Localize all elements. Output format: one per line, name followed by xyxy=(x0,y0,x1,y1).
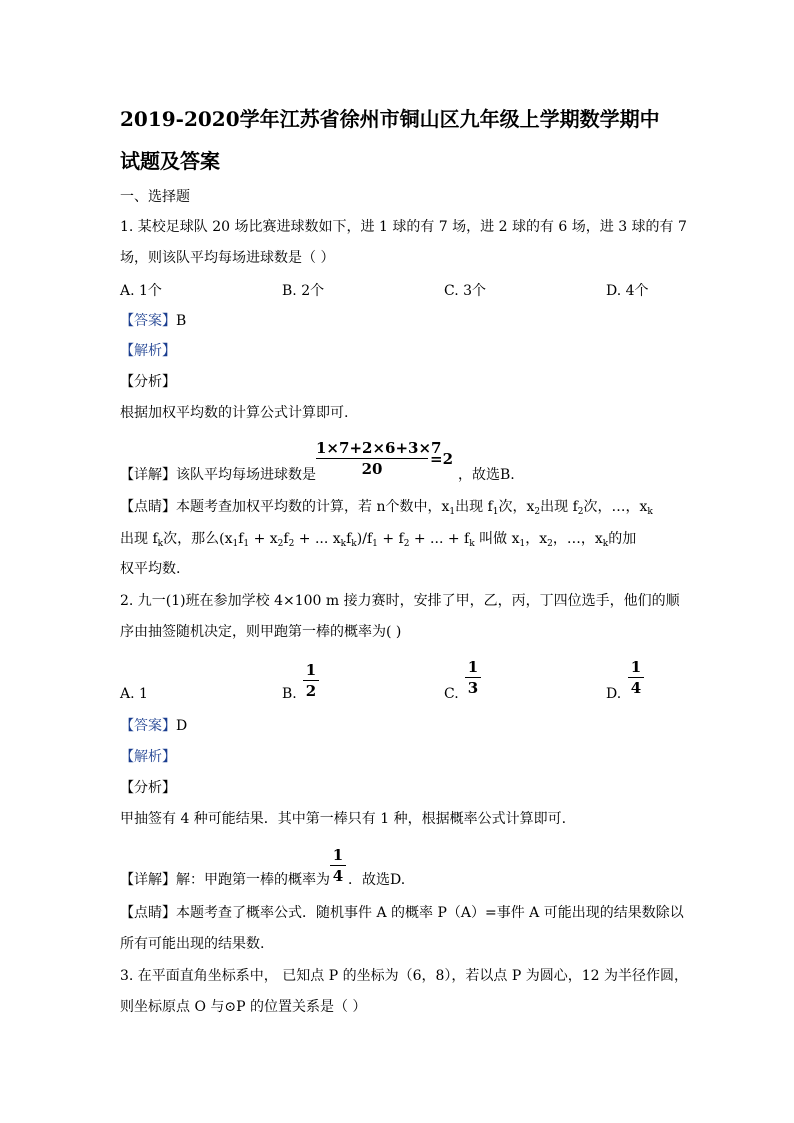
q2-fenxi-label: 【分析】 xyxy=(120,780,176,796)
q2-fenxi-text: 甲抽签有 4 种可能结果．其中第一棒只有 1 种，根据概率公式计算即可. xyxy=(120,811,567,827)
comment-text: 出现 f xyxy=(455,499,493,515)
fraction-numerator: 1×7+2×6+3×7 xyxy=(316,439,442,457)
q3-line1: 3. 在平面直角坐标系中， 已知点 P 的坐标为（6，8），若以点 P 为圆心，12 为半径作圆， xyxy=(120,968,688,984)
fraction-denominator: 2 xyxy=(305,682,317,700)
fraction-numerator: 1 xyxy=(332,846,344,864)
detail-text: 该队平均每场进球数是 xyxy=(176,467,316,483)
sub: 1 xyxy=(519,539,526,549)
sub: 2 xyxy=(288,539,295,549)
sub: k xyxy=(340,539,347,549)
sub: 1 xyxy=(243,539,250,549)
sub: 2 xyxy=(534,507,541,517)
q2-option-c-fraction xyxy=(465,658,481,697)
q2-option-b-fraction xyxy=(303,661,319,700)
fraction-denominator: 20 xyxy=(361,460,383,478)
sub: k xyxy=(647,507,653,517)
comment-text: 次，那么(x xyxy=(163,531,233,547)
q2-comment-line2: 所有可能出现的结果数. xyxy=(120,936,265,952)
sub: 2 xyxy=(547,539,553,549)
answer-value: D xyxy=(176,718,188,734)
q1-option-c: C. 3个 xyxy=(444,283,487,299)
comment-text: + x xyxy=(249,531,278,547)
sub: 2 xyxy=(277,539,284,549)
q2-line1: 2. 九一(1)班在参加学校 4×100 m 接力赛时，安排了甲，乙，丙，丁四位选手，他们的顺 xyxy=(120,593,680,609)
fraction-bar xyxy=(330,865,346,866)
comment-text: + ... x xyxy=(294,531,341,547)
comment-label: 【点睛】 xyxy=(120,499,176,515)
q1-fenxi-text: 根据加权平均数的计算公式计算即可. xyxy=(120,405,349,421)
q2-analysis-label: 【解析】 xyxy=(120,749,176,765)
q1-option-d: D. 4个 xyxy=(606,283,649,299)
comment-text: 本题考查了概率公式．随机事件 A 的概率 P（A）=事件 A 可能出现的结果数除以 xyxy=(176,905,684,921)
sub: k xyxy=(351,539,357,549)
q2-detail-fraction xyxy=(330,846,346,885)
comment-text: 的加 xyxy=(608,531,637,547)
q3-line2: 则坐标原点 O 与⊙P 的位置关系是（ ） xyxy=(120,999,367,1015)
sub: 2 xyxy=(577,507,584,517)
q1-detail-equals: =2 xyxy=(430,450,454,468)
comment-text: 本题考查加权平均数的计算，若 n个数中，x xyxy=(176,499,450,515)
sub: 1 xyxy=(372,539,378,549)
comment-text: 叫做 x xyxy=(474,531,520,547)
comment-text: ，…，x xyxy=(552,531,603,547)
q1-option-a: A. 1个 xyxy=(120,283,162,299)
q2-detail-post: ．故选D. xyxy=(348,872,406,888)
comment-text: + ... + f xyxy=(409,531,470,547)
fraction-bar xyxy=(316,458,428,459)
q2-option-a: A. 1 xyxy=(120,686,148,702)
q1-comment-line1 xyxy=(120,497,653,517)
answer-label: 【答案】 xyxy=(120,718,176,734)
q2-comment-line1 xyxy=(120,903,684,923)
doc-title-line2: 试题及答案 xyxy=(120,149,220,173)
q2-option-d-fraction xyxy=(628,658,644,697)
q1-comment-line2 xyxy=(120,529,636,549)
q2-option-b: B. xyxy=(282,686,297,702)
answer-label: 【答案】 xyxy=(120,313,176,329)
comment-text: f xyxy=(346,531,352,547)
comment-text: 出现 f xyxy=(540,499,578,515)
comment-text: )/f xyxy=(356,531,373,547)
detail-label: 【详解】 xyxy=(120,467,176,483)
comment-text: 出现 f xyxy=(120,531,158,547)
sub: k xyxy=(157,539,164,549)
sub: k xyxy=(469,539,475,549)
q2-detail xyxy=(120,870,330,890)
detail-text: 解：甲跑第一棒的概率为 xyxy=(176,872,330,888)
comment-label: 【点睛】 xyxy=(120,905,176,921)
q1-detail-fraction xyxy=(316,439,442,478)
q1-comment-line3: 权平均数. xyxy=(120,561,181,577)
q1-option-b: B. 2个 xyxy=(282,283,325,299)
q2-option-c: C. xyxy=(444,686,459,702)
fraction-denominator: 4 xyxy=(332,867,344,885)
q1-detail xyxy=(120,465,316,485)
doc-title-line1: 2019-2020学年江苏省徐州市铜山区九年级上学期数学期中 xyxy=(120,107,660,131)
sub: 1 xyxy=(492,507,499,517)
fraction-numerator: 1 xyxy=(630,658,642,676)
sub: 2 xyxy=(403,539,410,549)
detail-label: 【详解】 xyxy=(120,872,176,888)
q1-analysis-label: 【解析】 xyxy=(120,343,176,359)
comment-text: f xyxy=(283,531,289,547)
sub: 1 xyxy=(449,507,456,517)
section-heading: 一、选择题 xyxy=(120,189,190,205)
answer-value: B xyxy=(176,313,187,329)
q1-line1: 1. 某校足球队 20 场比赛进球数如下，进 1 球的有 7 场，进 2 球的有 6 场，进 3 球的有 7 xyxy=(120,219,687,235)
fraction-bar xyxy=(628,677,644,678)
comment-text: 次，x xyxy=(498,499,535,515)
comment-text: 次，…，x xyxy=(583,499,648,515)
q1-line2: 场，则该队平均每场进球数是（ ） xyxy=(120,250,335,266)
q1-detail-post: ，故选B. xyxy=(458,467,515,483)
fraction-denominator: 4 xyxy=(630,679,642,697)
fraction-bar xyxy=(303,680,319,681)
q1-answer xyxy=(120,311,186,331)
fraction-numerator: 1 xyxy=(467,658,479,676)
comment-text: f xyxy=(238,531,244,547)
sub: k xyxy=(602,539,609,549)
comment-text: ，x xyxy=(525,531,548,547)
comment-text: + f xyxy=(377,531,404,547)
fraction-numerator: 1 xyxy=(305,661,317,679)
q2-line2: 序由抽签随机决定，则甲跑第一棒的概率为( ) xyxy=(120,624,402,640)
q2-option-d: D. xyxy=(606,686,622,702)
q2-answer xyxy=(120,716,187,736)
sub: 1 xyxy=(232,539,239,549)
q1-fenxi-label: 【分析】 xyxy=(120,374,176,390)
fraction-bar xyxy=(465,677,481,678)
fraction-denominator: 3 xyxy=(467,679,479,697)
